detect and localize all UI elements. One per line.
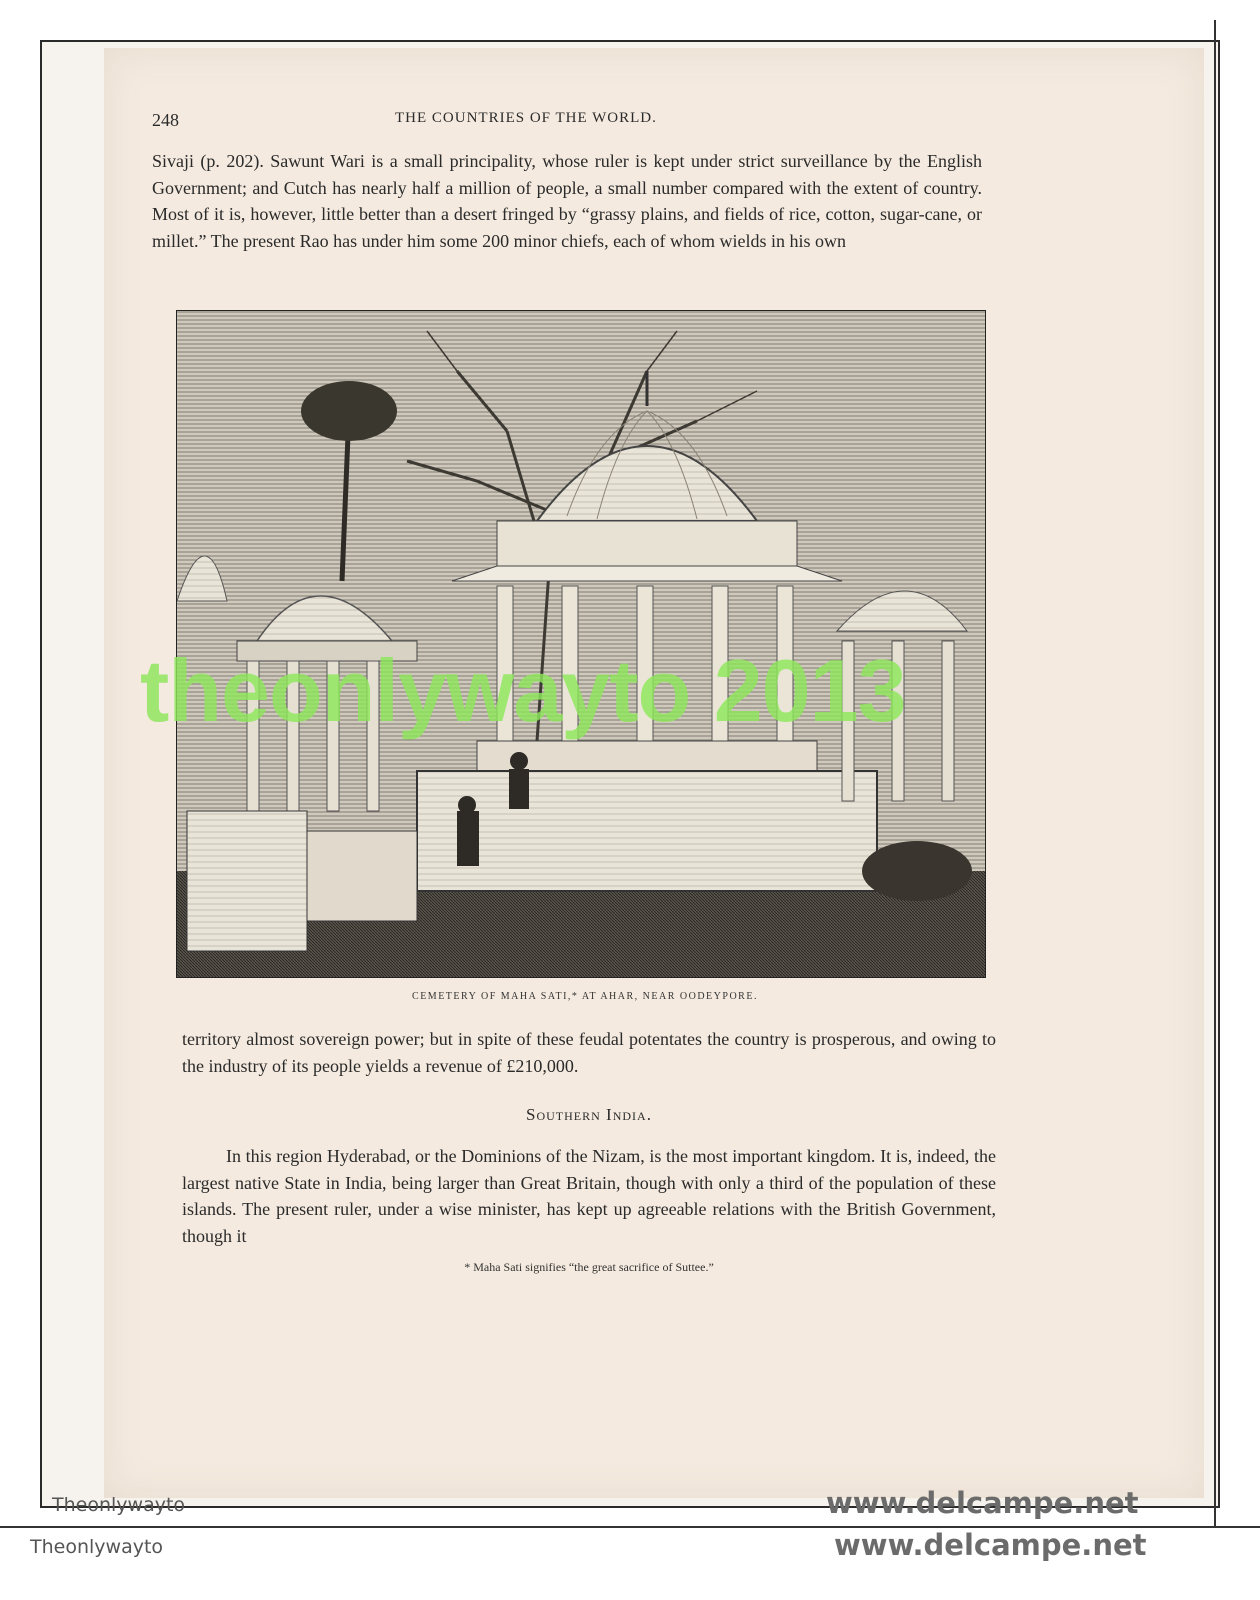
illustration-caption: CEMETERY OF MAHA SATI,* AT AHAR, NEAR OODEYPORE. [412,991,758,1002]
site-url[interactable]: www.delcampe.net [826,1486,1139,1520]
running-head: THE COUNTRIES OF THE WORLD. [395,110,657,126]
paragraph-bottom-text: In this region Hyderabad, or the Dominions of the Nizam, is the most important kingdom. It is, indeed, the largest native State in India, being larger than Great Britain, though with only a third of the population of these islands. The present ruler, under a wise minister, has kept up agreeable relations with the British Government, though it [182,1146,996,1246]
watermark-text: theonlywayto 2013 [140,641,906,740]
engraving-illustration [176,310,986,978]
paragraph-top [152,148,982,254]
site-url-secondary[interactable]: www.delcampe.net [834,1528,1147,1562]
seller-name-secondary: Theonlywayto [30,1536,164,1558]
paragraph-top-text: Sivaji (p. 202). Sawunt Wari is a small principality, whose ruler is kept under strict surveillance by the English Government; and Cutch has nearly half a million of people, a small number compared with the extent of country. Most of it is, however, little better than a desert fringed by “grassy plains, and fields of rice, cotton, sugar-cane, or millet.” The present Rao has under him some 200 minor chiefs, each of whom wields in his own [152,151,982,251]
seller-name: Theonlywayto [52,1494,186,1516]
engraving-artwork [177,311,985,977]
page-number: 248 [152,110,179,130]
footnote: * Maha Sati signifies “the great sacrifice of Suttee.” [464,1260,714,1274]
paragraph-middle: territory almost sovereign power; but in spite of these feudal potentates the country is prosperous, and owing to the industry of its people yields a revenue of £210,000. [182,1029,996,1076]
frame-edge [1214,20,1216,1526]
paragraph-bottom [182,1143,996,1249]
section-heading: Southern India. [526,1105,652,1124]
